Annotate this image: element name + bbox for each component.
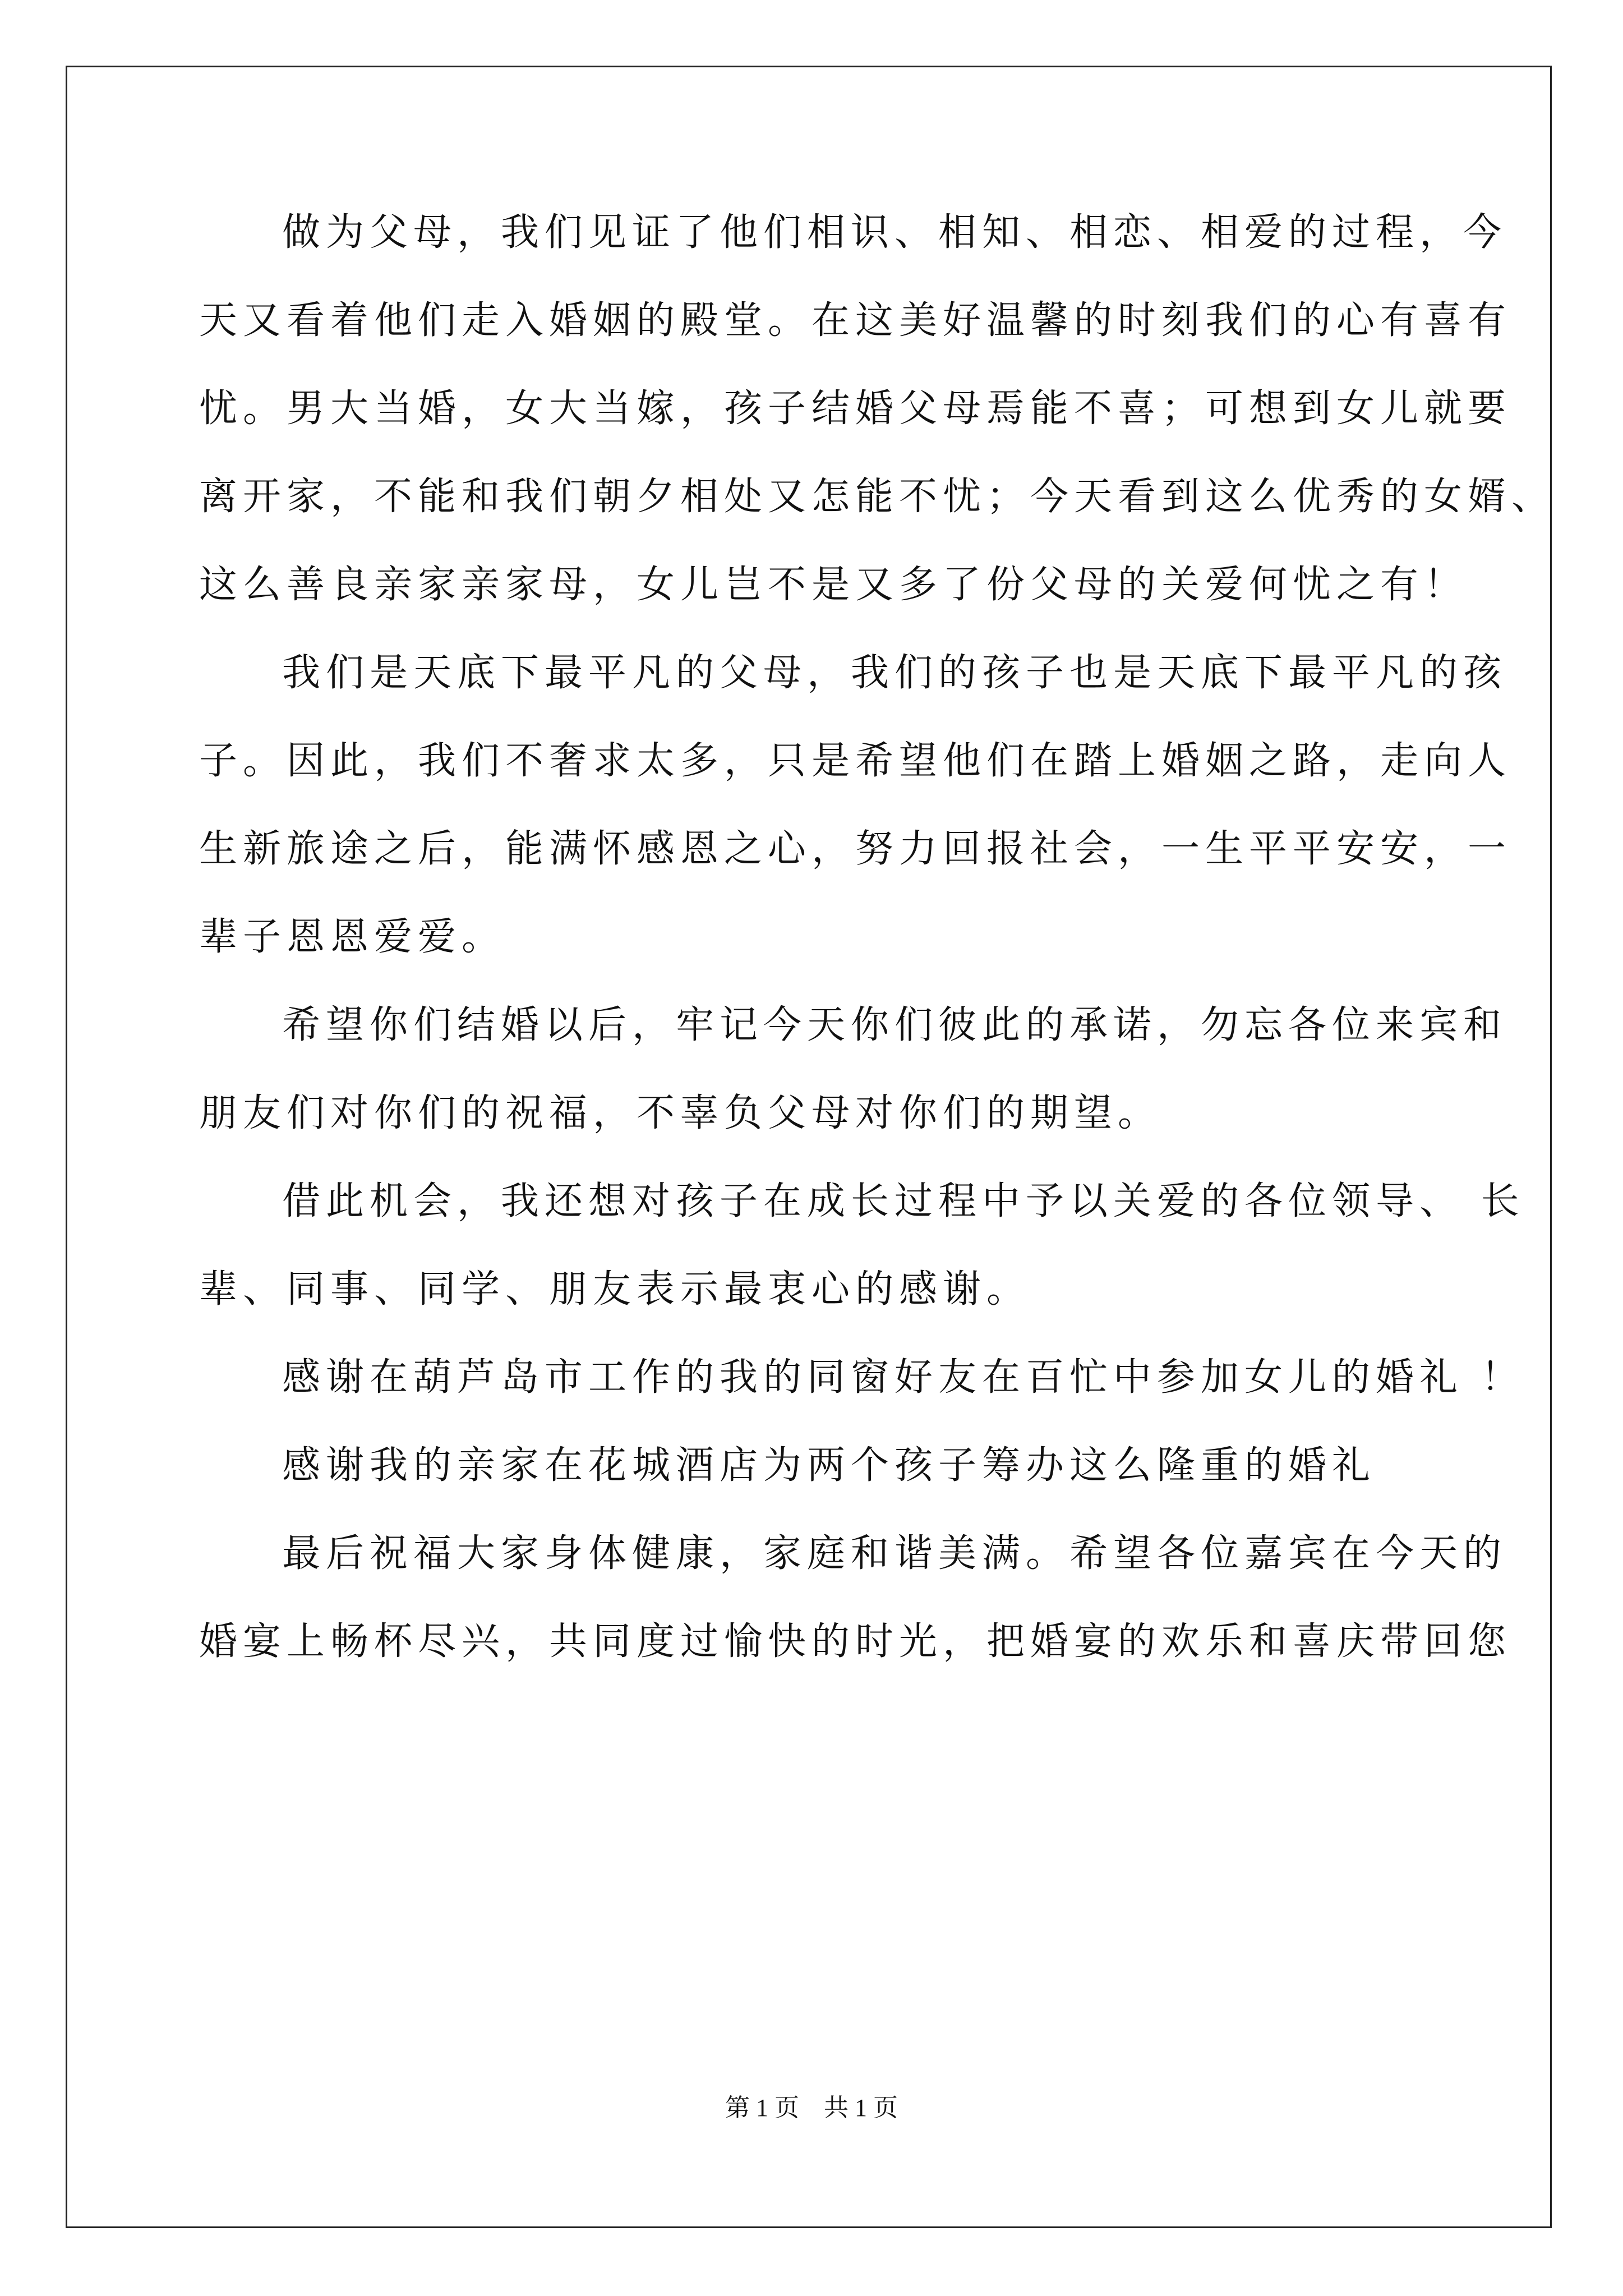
paragraph-line: 感谢我的亲家在花城酒店为两个孩子筹办这么隆重的婚礼 xyxy=(282,1443,1376,1488)
paragraph-line: 天又看着他们走入婚姻的殿堂。在这美好温馨的时刻我们的心有喜有 xyxy=(199,298,1512,343)
paragraph-line: 离开家，不能和我们朝夕相处又怎能不忧；今天看到这么优秀的女婿、 xyxy=(199,475,1556,519)
paragraph-line: 忧。男大当婚，女大当嫁，孩子结婚父母焉能不喜；可想到女儿就要 xyxy=(199,386,1512,431)
paragraph-line: 辈、同事、同学、朋友表示最衷心的感谢。 xyxy=(199,1267,1031,1312)
paragraph-line: 婚宴上畅杯尽兴，共同度过愉快的时光，把婚宴的欢乐和喜庆带回您 xyxy=(199,1619,1512,1664)
paragraph-line: 感谢在葫芦岛市工作的我的同窗好友在百忙中参加女儿的婚礼 ！ xyxy=(282,1355,1525,1400)
paragraph-line: 朋友们对你们的祝福，不辜负父母对你们的期望。 xyxy=(199,1091,1162,1135)
paragraph-line: 这么善良亲家亲家母，女儿岂不是又多了份父母的关爱何忧之有！ xyxy=(199,563,1468,607)
paragraph-line: 希望你们结婚以后，牢记今天你们彼此的承诺，勿忘各位来宾和 xyxy=(282,1003,1507,1047)
paragraph-line: 做为父母，我们见证了他们相识、相知、相恋、相爱的过程，今 xyxy=(282,210,1507,255)
paragraph-line: 最后祝福大家身体健康，家庭和谐美满。希望各位嘉宾在今天的 xyxy=(282,1531,1507,1576)
page-number-footer: 第 1 页 共 1 页 xyxy=(725,2094,898,2122)
paragraph-line: 我们是天底下最平凡的父母，我们的孩子也是天底下最平凡的孩 xyxy=(282,651,1507,695)
paragraph-line: 借此机会，我还想对孩子在成长过程中予以关爱的各位领导、 长 xyxy=(282,1179,1525,1223)
paragraph-line: 生新旅途之后，能满怀感恩之心，努力回报社会，一生平平安安，一 xyxy=(199,827,1512,871)
paragraph-line: 辈子恩恩爱爱。 xyxy=(199,915,506,959)
paragraph-line: 子。因此，我们不奢求太多，只是希望他们在踏上婚姻之路，走向人 xyxy=(199,739,1512,783)
